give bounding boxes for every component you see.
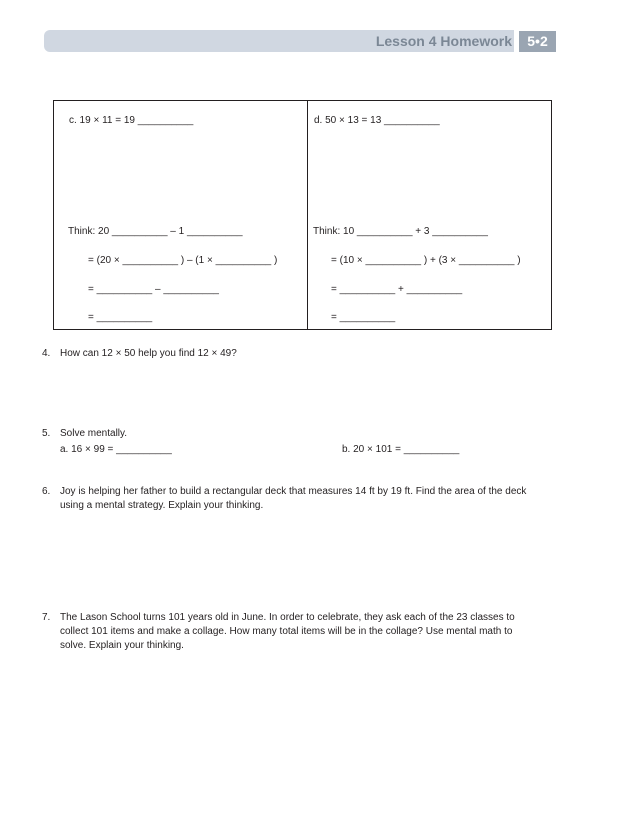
question-6-number: 6. [42,486,51,497]
question-7-line1: The Lason School turns 101 years old in June. In order to celebrate, they ask each of the 23 classes to [60,612,515,623]
question-5b: b. 20 × 101 = __________ [342,444,460,455]
problem-c: c. 19 × 11 = 19 __________ [69,115,194,126]
problem-d-step1: = (10 × __________ ) + (3 × __________ ) [331,255,521,266]
problem-c-think: Think: 20 __________ – 1 __________ [68,226,243,237]
box-divider [307,101,308,329]
question-4-number: 4. [42,348,51,359]
lesson-title: Lesson 4 Homework [375,33,512,49]
lesson-badge: 5•2 [519,31,556,52]
question-7-line2: collect 101 items and make a collage. How many total items will be in the collage? Use mental math to [60,626,513,637]
question-6-line2: using a mental strategy. Explain your thinking. [60,500,264,511]
question-7-line3: solve. Explain your thinking. [60,640,184,651]
problem-c-step3: = __________ [88,312,153,323]
problem-d-think: Think: 10 __________ + 3 __________ [313,226,488,237]
problem-d: d. 50 × 13 = 13 __________ [314,115,440,126]
question-6-line1: Joy is helping her father to build a rectangular deck that measures 14 ft by 19 ft. Find the area of the deck [60,486,527,497]
question-4-text: How can 12 × 50 help you find 12 × 49? [60,348,237,359]
question-5-number: 5. [42,428,51,439]
problem-d-step3: = __________ [331,312,396,323]
question-5-text: Solve mentally. [60,428,128,439]
problem-c-step1: = (20 × __________ ) – (1 × __________ ) [88,255,278,266]
problem-c-step2: = __________ – __________ [88,284,219,295]
question-5a: a. 16 × 99 = __________ [60,444,172,455]
problems-box [53,100,552,330]
problem-d-step2: = __________ + __________ [331,284,463,295]
question-7-number: 7. [42,612,51,623]
